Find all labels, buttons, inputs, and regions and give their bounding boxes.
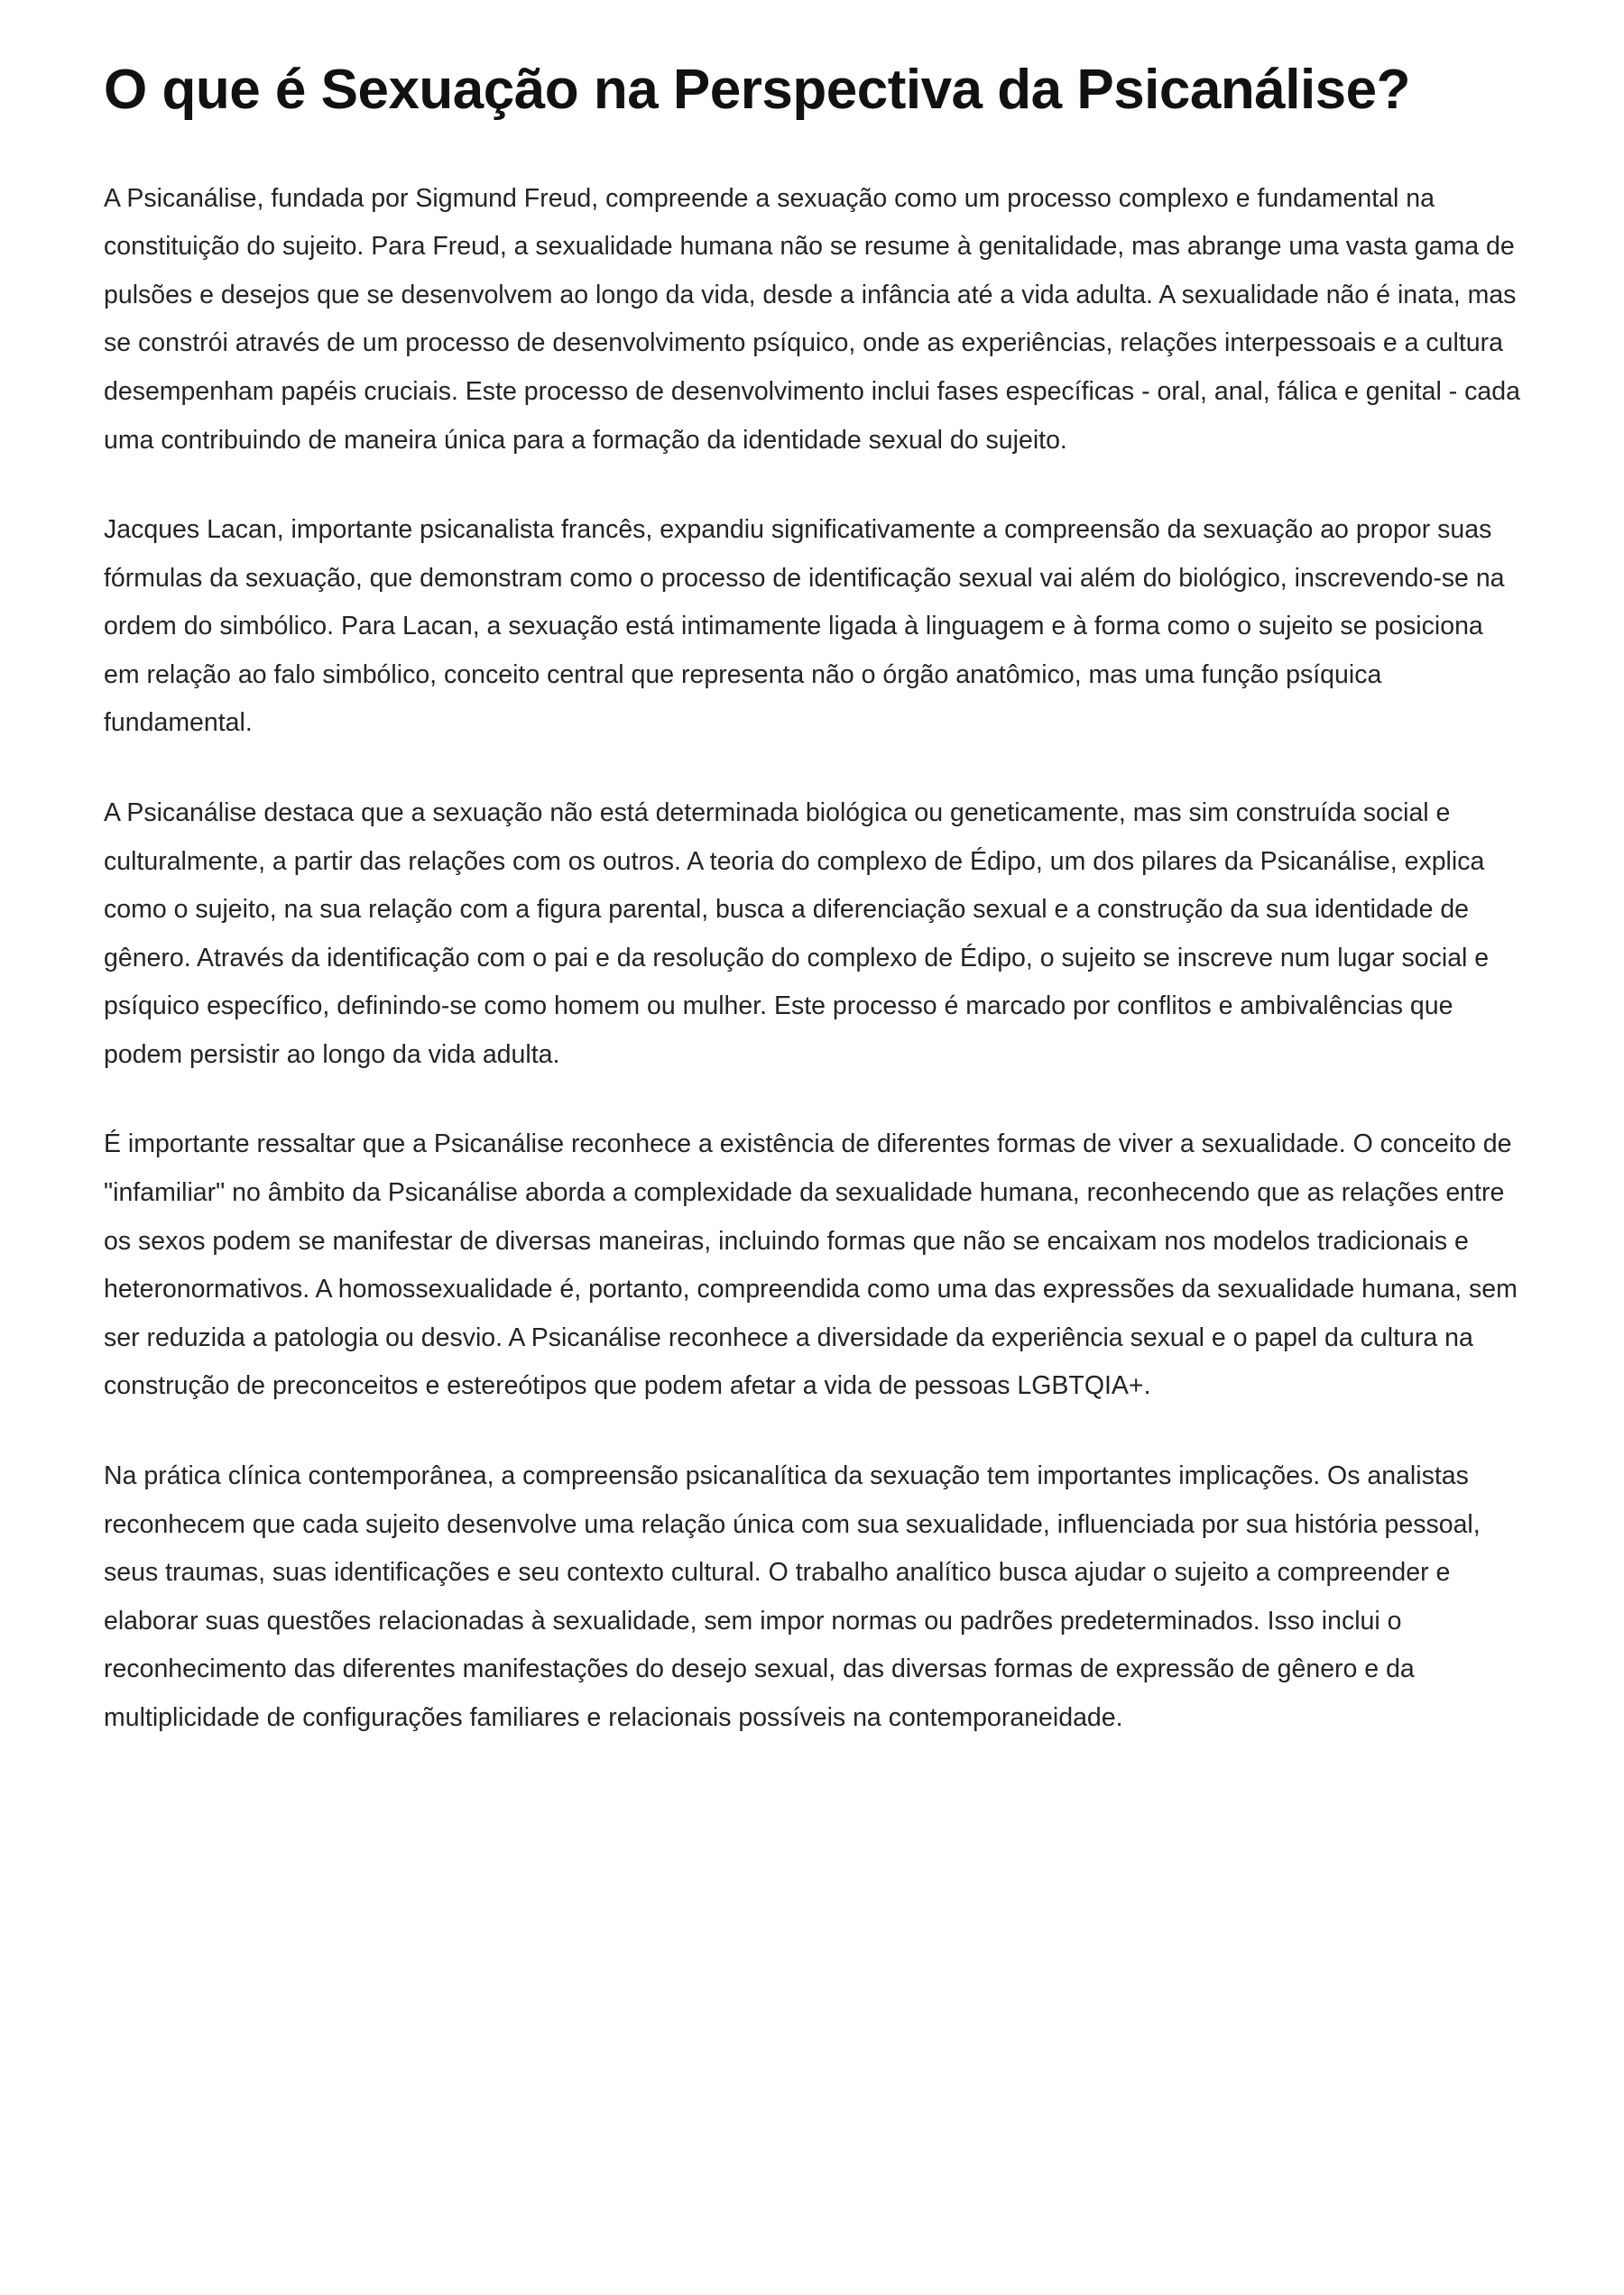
paragraph-4: É importante ressaltar que a Psicanálise reconhece a existência de diferentes formas de viver a sexualidade. O conceito de "infamiliar" no âmbito da Psicanálise aborda a complexidade da sexualidade humana, reconhecendo que as relações entre os sexos podem se manifestar de diversas maneiras, incluindo formas que não se encaixam nos modelos tradicionais e heteronormativos. A homossexualidade é, portanto, compreendida como uma das expressões da sexualidade humana, sem ser reduzida a patologia ou desvio. A Psicanálise reconhece a diversidade da experiência sexual e o papel da cultura na construção de preconceitos e estereótipos que podem afetar a vida de pessoas LGBTQIA+. bbox=[104, 1129, 1518, 1401]
paragraph-3: A Psicanálise destaca que a sexuação não está determinada biológica ou geneticamente, mas sim construída social e culturalmente, a partir das relações com os outros. A teoria do complexo de Édipo, um dos pilares da Psicanálise, explica como o sujeito, na sua relação com a figura parental, busca a diferenciação sexual e a construção da sua identidade de gênero. Através da identificação com o pai e da resolução do complexo de Édipo, o sujeito se inscreve num lugar social e psíquico específico, definindo-se como homem ou mulher. Este processo é marcado por conflitos e ambivalências que podem persistir ao longo da vida adulta. bbox=[104, 797, 1490, 1069]
paragraph-2: Jacques Lacan, importante psicanalista francês, expandiu significativamente a compreensão da sexuação ao propor suas fórmulas da sexuação, que demonstram como o processo de identificação sexual vai além do biológico, inscrevendo-se na ordem do simbólico. Para Lacan, a sexuação está intimamente ligada à linguagem e à forma como o sujeito se posiciona em relação ao falo simbólico, conceito central que representa não o órgão anatômico, mas uma função psíquica fundamental. bbox=[104, 515, 1505, 738]
article-body bbox=[104, 175, 1520, 1743]
paragraph-1: A Psicanálise, fundada por Sigmund Freud, compreende a sexuação como um processo complexo e fundamental na constituição do sujeito. Para Freud, a sexualidade humana não se resume à genitalidade, mas abrange uma vasta gama de pulsões e desejos que se desenvolvem ao longo da vida, desde a infância até a vida adulta. A sexualidade não é inata, mas se constrói através de um processo de desenvolvimento psíquico, onde as experiências, relações interpessoais e a cultura desempenham papéis cruciais. Este processo de desenvolvimento inclui fases específicas - oral, anal, fálica e genital - cada uma contribuindo de maneira única para a formação da identidade sexual do sujeito. bbox=[104, 183, 1520, 455]
page-title: O que é Sexuação na Perspectiva da Psicanálise? bbox=[104, 59, 1411, 121]
paragraph-5: Na prática clínica contemporânea, a compreensão psicanalítica da sexuação tem importantes implicações. Os analistas reconhecem que cada sujeito desenvolve uma relação única com sua sexualidade, influenciada por sua história pessoal, seus traumas, suas identificações e seu contexto cultural. O trabalho analítico busca ajudar o sujeito a compreender e elaborar suas questões relacionadas à sexualidade, sem impor normas ou padrões predeterminados. Isso inclui o reconhecimento das diferentes manifestações do desejo sexual, das diversas formas de expressão de gênero e da multiplicidade de configurações familiares e relacionais possíveis na contemporaneidade. bbox=[104, 1461, 1481, 1732]
